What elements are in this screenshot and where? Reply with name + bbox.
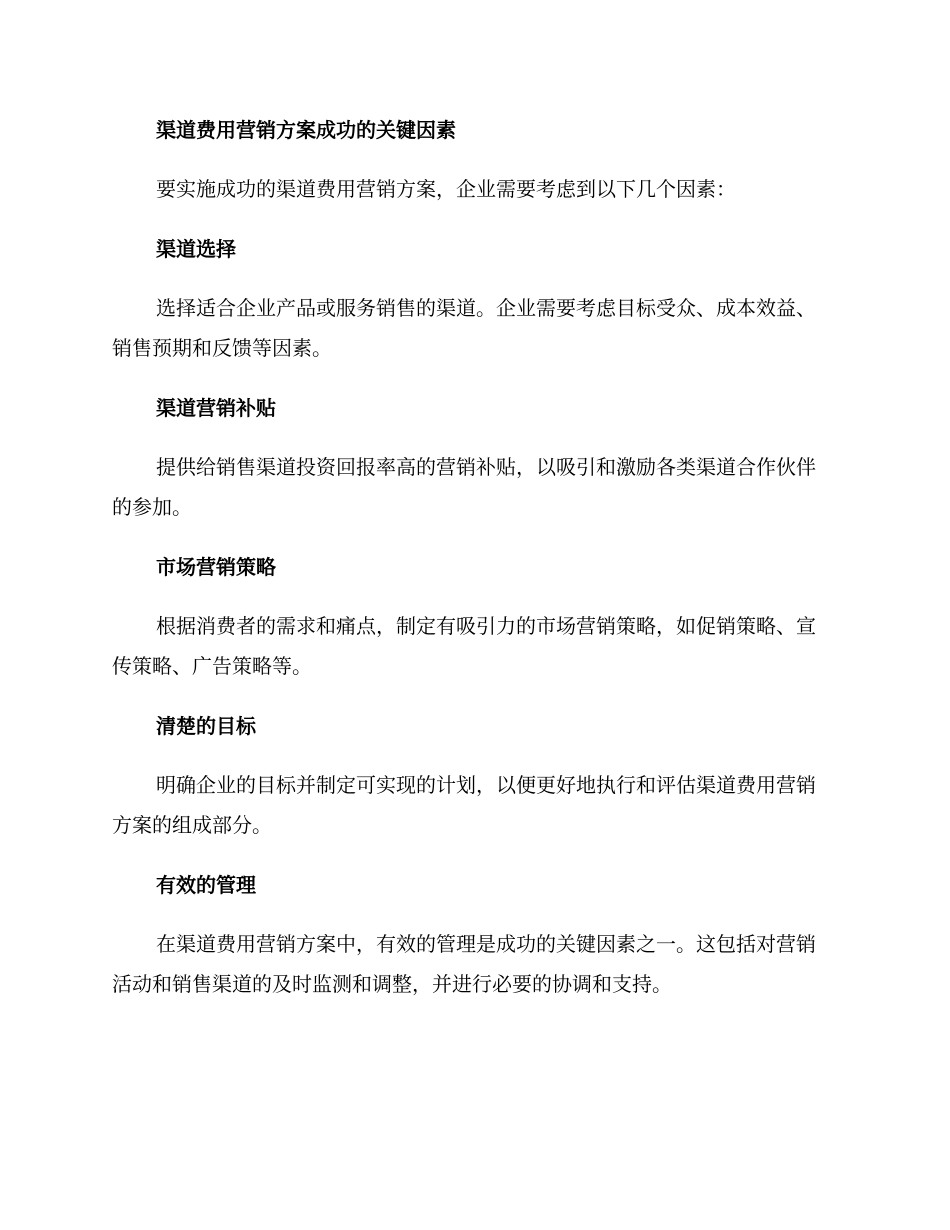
intro-paragraph: 要实施成功的渠道费用营销方案，企业需要考虑到以下几个因素： [156,177,736,201]
section-heading-effective-management: 有效的管理 [156,873,256,897]
section-body-clear-goals: 明确企业的目标并制定可实现的计划，以便更好地执行和评估渠道费用营销方案的组成部分。 [112,773,816,837]
section-body-effective-management: 在渠道费用营销方案中，有效的管理是成功的关键因素之一。这包括对营销活动和销售渠道的及时监测和调整，并进行必要的协调和支持。 [112,932,816,996]
section-body-channel-subsidy: 提供给销售渠道投资回报率高的营销补贴，以吸引和激励各类渠道合作伙伴的参加。 [112,455,816,519]
section-body-channel-selection: 选择适合企业产品或服务销售的渠道。企业需要考虑目标受众、成本效益、销售预期和反馈等因素。 [112,296,816,360]
document-page [112,110,832,1024]
section-body-marketing-strategy: 根据消费者的需求和痛点，制定有吸引力的市场营销策略，如促销策略、宣传策略、广告策略等。 [112,614,816,678]
section-heading-marketing-strategy: 市场营销策略 [156,555,276,579]
document-title: 渠道费用营销方案成功的关键因素 [156,118,456,142]
section-heading-channel-selection: 渠道选择 [156,237,236,261]
section-heading-clear-goals: 清楚的目标 [156,714,256,738]
section-heading-channel-subsidy: 渠道营销补贴 [156,396,276,420]
